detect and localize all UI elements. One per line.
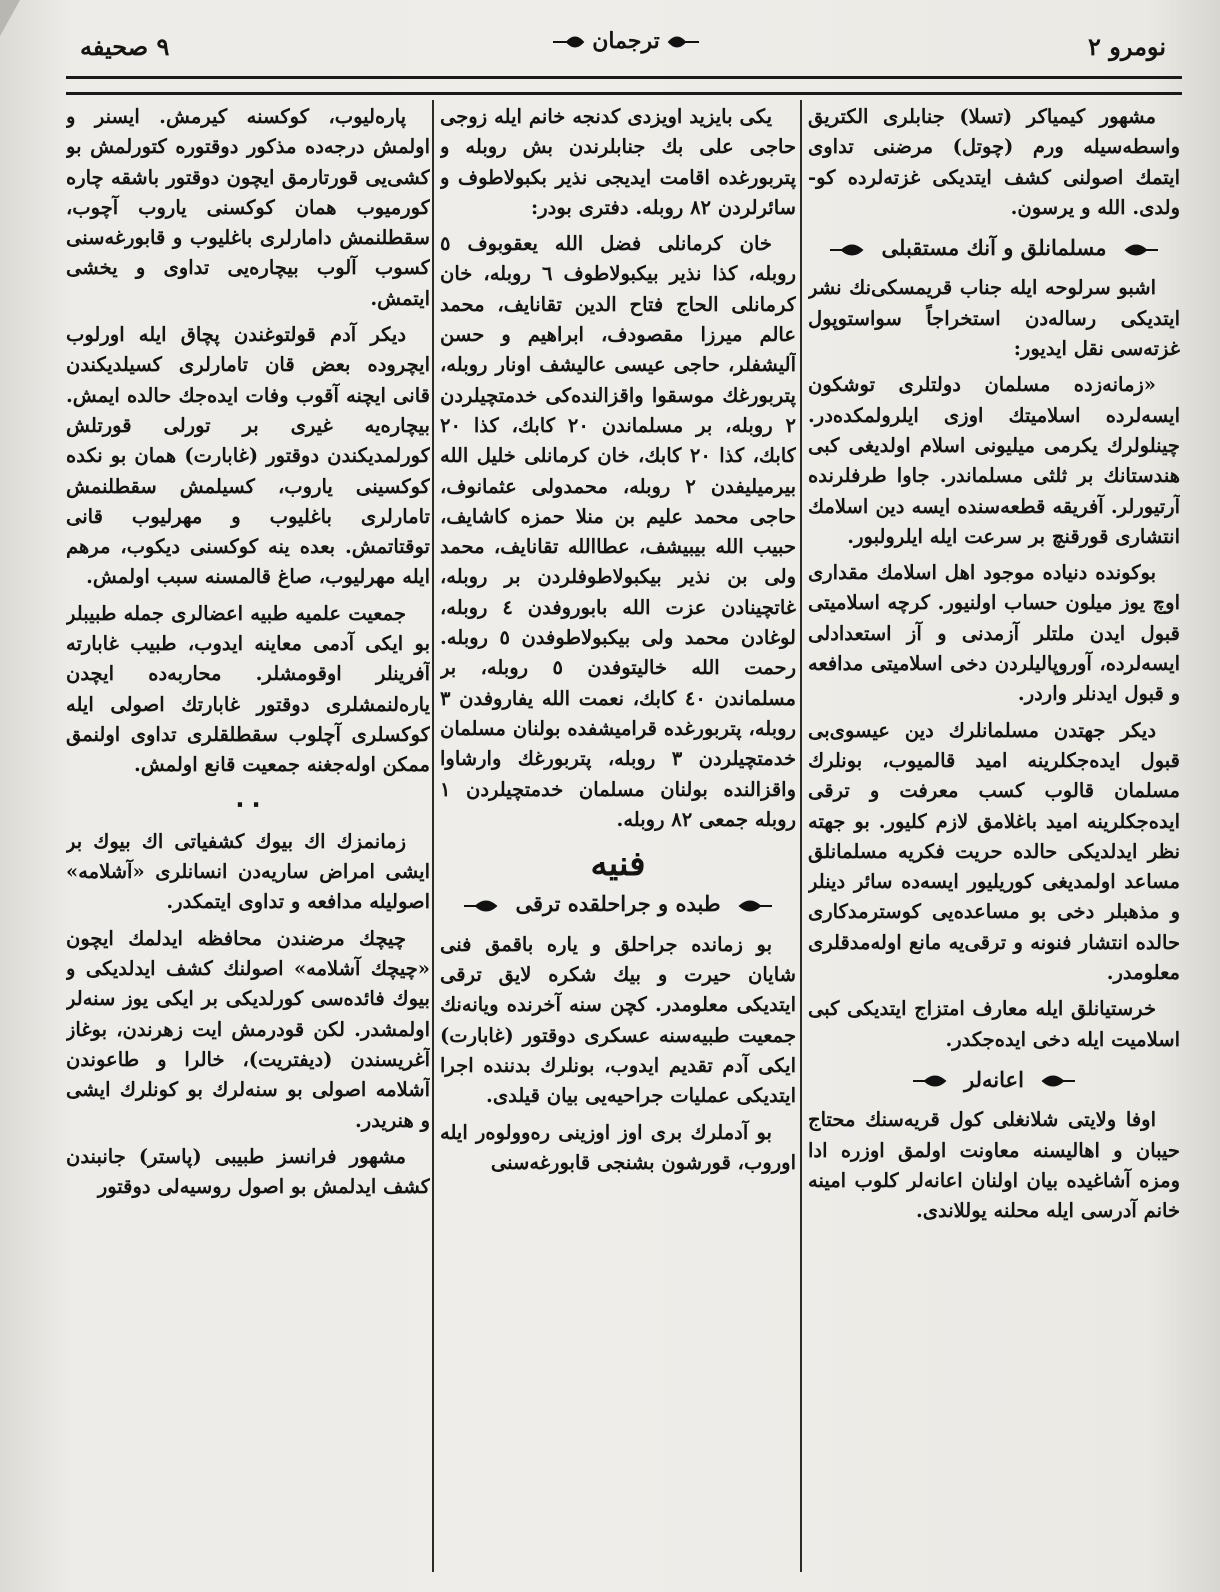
article-paragraph: ديكر جهتدن مسلمانلرك دين عيسوى‌بى قبول ايده‌جكلرينه اميد قالميوب، بونلرك مسلمان قالوب كسب معرفت و ترقى ايده‌جكلرينه اميد باغلامق لازم كليور. بو جهته نظر ايدلديكى حالده حريت فكريه مسلمانلق مساعد اولمديغى كوريليور ايسه‌ده سائر دينلر و مذهبلر دخى بو مساعده‌يى كوسترمدكارى حالده انتشار فنونه و ترقى‌يه مانع اوله‌مدقلرى معلومدر. [808, 718, 1180, 985]
page-number-label: ٩ صحيفه [80, 32, 170, 61]
ornament-icon [462, 897, 498, 915]
folded-corner [0, 0, 20, 36]
article-paragraph: زمانمزك اك بيوك كشفياتى اك بيوك بر ايشى امراض ساريه‌دن انسانلرى «آشلامه» اصوليله مدافعه و تداوى ايتمكدر. [66, 829, 430, 914]
article-paragraph: يكى بايزيد اويزدى كدنجه خانم ايله زوجى حاجى على بك جنابلرندن بش روبله و پتربورغده اقامت ايديجى نذير بكبولاطوف و سائرلردن ٨٢ روبله. دفترى بودر: [440, 105, 796, 219]
article-paragraph: چيچك مرضندن محافظه ايدلمك ايچون «چيچك آشلامه» اصولنك كشف ايدلديكى و بيوك فائده‌سى كورلديكى بر ايكى يوز سنه‌لر اولمشدر. لكن قودرمش ايت زهرندن، بوغاز آغريسندن (ديفتريت)، خالرا و طاعوندن آشلامه اصولى بو سنه‌لرك بو كونلرك ايشى و هنريدر. [66, 926, 430, 1132]
article-paragraph: اشبو سرلوحه ايله جناب قريمسكى‌نك نشر ايتديكى رساله‌دن استخراجاً سواستوپول غزته‌سى نقل ايديور: [808, 276, 1180, 361]
left-ornament-icon [667, 33, 701, 51]
issue-number-label: نومرو ٢ [1087, 32, 1166, 61]
ornament-icon [1041, 1072, 1077, 1090]
column-middle [440, 102, 796, 1572]
article-paragraph: خرستيانلق ايله معارف امتزاج ايتديكى كبى اسلاميت ايله دخى ايده‌جكدر. [808, 997, 1180, 1051]
title-text: ترجمان [592, 28, 660, 54]
article-paragraph: بو آدملرك برى اوز اوزينى ره‌وولوه‌ر ايله اوروب، قورشون بشنجى قابورغه‌سنى [440, 1120, 796, 1174]
article-paragraph: بوكونده دنياده موجود اهل اسلامك مقدارى اوچ يوز ميلون حساب اولنيور. كرچه اسلاميتى قبول ايدن ملتلر آزمدنى و آز استعدادلى ايسه‌لرده، آوروپاليلردن دخى اسلاميتى مدافعه و قبول ايدنلر واردر. [808, 561, 1180, 706]
section-title: طبده و جراحلقده ترقى [515, 891, 721, 917]
article-paragraph: مشهور فرانسز طبيبى (پاستر) جانبندن كشف ايدلمش بو اصول روسيه‌لى دوقتور [66, 1144, 430, 1199]
ornament-icon [911, 1072, 947, 1090]
masthead [66, 28, 1176, 74]
section-heading [808, 1065, 1180, 1095]
header-rule-top [66, 76, 1182, 79]
section-heading [808, 233, 1180, 263]
section-big-title: فنيه [590, 844, 646, 885]
article-paragraph: بو زمانده جراحلق و ياره باقمق فنى شايان حيرت و بيك شكره لايق ترقى ايتديكى معلومدر. كچن سنه آخرنده ويانه‌نك جمعيت طبيه‌سنه عسكرى دوقتور (غابارت) ايكى آدم تقديم ايدوب، بونلرك بدننده اجرا ايتديكى عمليات جراحيه‌يى بيان قيلدى. [440, 932, 796, 1108]
ornament-icon [738, 897, 774, 915]
section-title: اعانه‌لر [964, 1066, 1024, 1092]
article-paragraph: پاره‌ليوب، كوكسنه كيرمش. ايسنر و اولمش درجه‌ده مذكور دوقتوره كتورلمش بو كشى‌يى قورتارمق ايچون دوقتور باشقه چاره كورميوب همان كوكسنى ياروب آچوب، سقطلنمش دامارلرى باغليوب و قابورغه‌سنى كسوب آلوب بيچاره‌يى تداوى و يخشى ايتمش. [66, 105, 430, 310]
column-right [808, 102, 1180, 1572]
article-paragraph: جمعيت علميه طبيه اعضالرى جمله طبيبلر بو ايكى آدمى معاينه ايدوب، طبيب غابارته آفرينلر اوقومشلر. محاربه‌ده ايچدن ياره‌لنمشلرى دوقتور غابارتك اصولى ايله كوكسلرى آچلوب سقطلقلرى تداوى اولنمق ممكن اوله‌جغنه جمعيت قانع اولمش. [66, 601, 430, 777]
ornament-icon [828, 241, 864, 259]
ornament-icon [1124, 241, 1160, 259]
article-paragraph: اوفا ولايتى شلانغلى كول قريه‌سنك محتاج حيبان و اهاليسنه معاونت اولمق اوزره ادا ومزه آشاغيده بيان اولنان اعانه‌لر كلوب امينه خانم آدرسى ايله محلنه يوللاندى. [808, 1108, 1180, 1223]
column-left [66, 102, 430, 1572]
article-paragraph: مشهور كيمياكر (تسلا) جنابلرى الكتريق واسطه‌سيله ورم (چوتل) مرضنى تداوى ايتمك اصولنى كشف ايتديكى غزته‌لرده كو-ولدى. الله و يرسون. [808, 105, 1180, 219]
column-divider-right [800, 100, 802, 1572]
article-paragraph: خان كرمانلى فضل الله يعقوبوف ٥ روبله، كذا نذير بيكبولاطوف ٦ روبله، خان كرمانلى الحاج فتاح الدين تقانايف، محمد عالم ميرزا مقصودف، ابراهيم و حسن آليشفلر، حاجى عيسى عاليشف اونار روبله، پتربورغك موسقوا واقزالنده‌كى خدمتچيلردن ٢ روبله، بر مسلماندن ٢٠ كابك، كذا ٢٠ كابك، كذا ٢٠ كابك، خان كرمانلى خليل الله بيرميليفدن ٢ روبله، محمدولى عثمانوف، حاجى محمد عليم بن منلا حمزه كاشايف، حبيب الله بيبيشف، عطاالله تقانايف، محمد ولى بن نذير بيكبولاطوفلردن بر روبله، غاتچينادن عزت الله بابوروفدن ٤ روبله، لوغادن محمد ولى بيكبولاطوفدن ٥ روبله. رحمت الله خاليتوفدن ٥ روبله، بر مسلماندن ٤٠ كابك، نعمت الله يفاروفدن ٣ روبله، پتربورغده قراميشفده بولنان مسلمان خدمتچيلردن ٣ روبله، پتربورغك وارشاوا واقزالنده بولنان مسلمان خدمتچيلردن ١ روبله جمعى ٨٢ روبله. [440, 232, 796, 831]
newspaper-title [516, 28, 736, 54]
section-title: مسلمانلق و آنك مستقبلى [881, 235, 1107, 261]
article-paragraph: «زمانه‌زده مسلمان دولتلرى توشكون ايسه‌لرده اسلاميتك اوزى ايلرولمكده‌در. چينلولرك يكرمى ميليونى اسلام اولديغى كبى هندستانك بر ثلثى مسلماندر. جاوا طرفلرنده آرتيورلر. آفريقه قطعه‌سنده ايسه دين اسلامك انتشارى قورقنچ بر سرعت ايله ايلرولبور. [808, 373, 1180, 548]
separator-dots: ٠٠ [231, 785, 265, 821]
section-heading [440, 889, 796, 919]
column-divider-left [432, 100, 434, 1572]
right-ornament-icon [551, 33, 585, 51]
header-rule-bottom [66, 92, 1182, 95]
article-paragraph: ديكر آدم قولتوغندن پچاق ايله اورلوب ايچروده بعض قان تامارلرى كسيلديكندن قانى ايچنه آقوب وفات ايده‌جك حالده ايمش. بيچاره‌يه غيرى بر تورلى قورتلش كورلمديكندن دوقتور (غابارت) همان بو نكده كوكسينى ياروب، كسيلمش سقطلنمش تامارلرى باغليوب و مهرليوب قانى توقتاتمش. بعده ينه كوكسنى ديكوب، مرهم ايله مهرليوب، صاغ قالمسنه سبب اولمش. [66, 323, 430, 589]
